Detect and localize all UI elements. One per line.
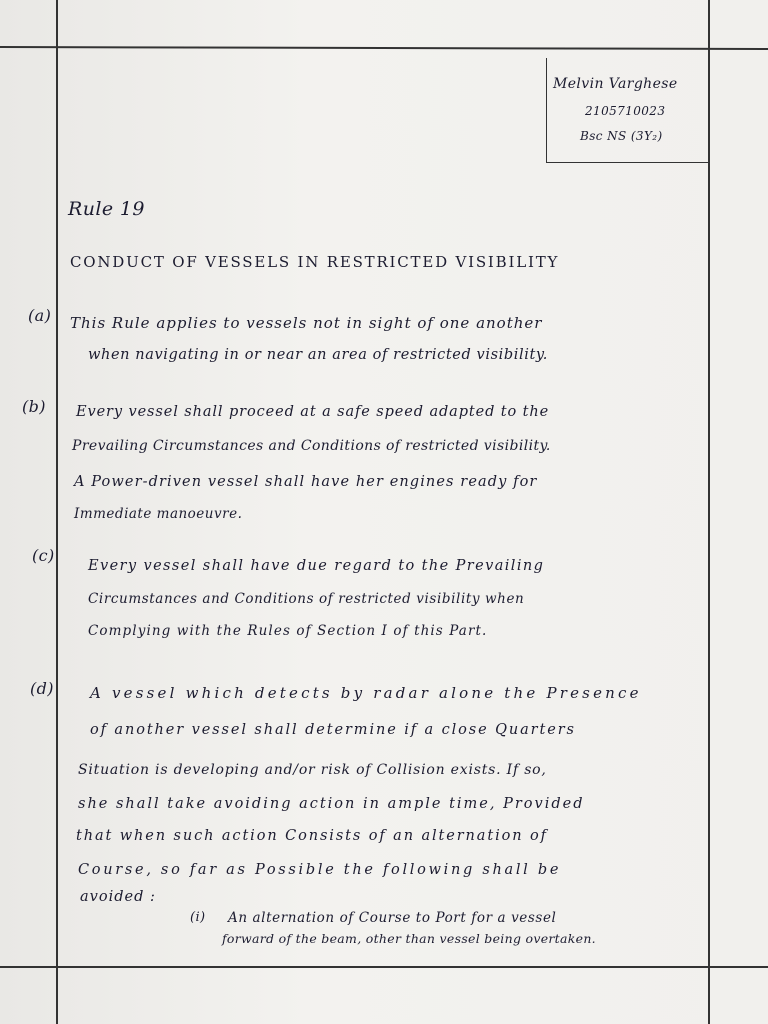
clause-d-line-6: Course, so far as Possible the following shall be [78,862,562,878]
clause-c-line-2: Circumstances and Conditions of restricted visibility when [88,591,525,607]
author-name: Melvin Varghese [553,76,678,92]
clause-a-line-1: This Rule applies to vessels not in sight of one another [70,314,543,332]
clause-b-line-4: Immediate manoeuvre. [74,506,243,522]
rule-title: CONDUCT OF VESSELS IN RESTRICTED VISIBILITY [70,253,560,271]
clause-c-marker: (c) [32,546,55,565]
clause-a-marker: (a) [28,306,52,325]
clause-c-line-3: Complying with the Rules of Section I of this Part. [88,623,488,639]
subclause-i-line-2: forward of the beam, other than vessel being overtaken. [222,931,596,946]
clause-c-line-1: Every vessel shall have due regard to the Prevailing [88,558,545,574]
rule-number: Rule 19 [68,198,145,220]
left-margin-line [56,0,58,1024]
top-rule [0,46,768,50]
clause-d-line-7: avoided : [80,889,156,905]
bottom-rule [0,966,768,968]
clause-b-line-1: Every vessel shall proceed at a safe speed adapted to the [76,404,550,420]
author-course: Bsc NS (3Y₂) [580,129,663,143]
clause-d-line-1: A vessel which detects by radar alone the Presence [90,684,642,702]
clause-b-line-2: Prevailing Circumstances and Conditions of restricted visibility. [72,438,551,454]
clause-d-line-3: Situation is developing and/or risk of Collision exists. If so, [78,762,547,778]
subclause-i-line-1: An alternation of Course to Port for a vessel [228,910,557,926]
clause-d-marker: (d) [30,679,54,698]
subclause-i-marker: (i) [190,910,206,925]
clause-d-line-5: that when such action Consists of an alternation of [76,828,548,844]
clause-d-line-2: of another vessel shall determine if a close Quarters [90,722,576,738]
clause-d-line-4: she shall take avoiding action in ample time, Provided [78,796,585,812]
clause-a-line-2: when navigating in or near an area of restricted visibility. [88,347,548,363]
clause-b-marker: (b) [22,397,46,416]
author-id: 2105710023 [585,104,666,118]
clause-b-line-3: A Power-driven vessel shall have her engines ready for [74,474,538,490]
